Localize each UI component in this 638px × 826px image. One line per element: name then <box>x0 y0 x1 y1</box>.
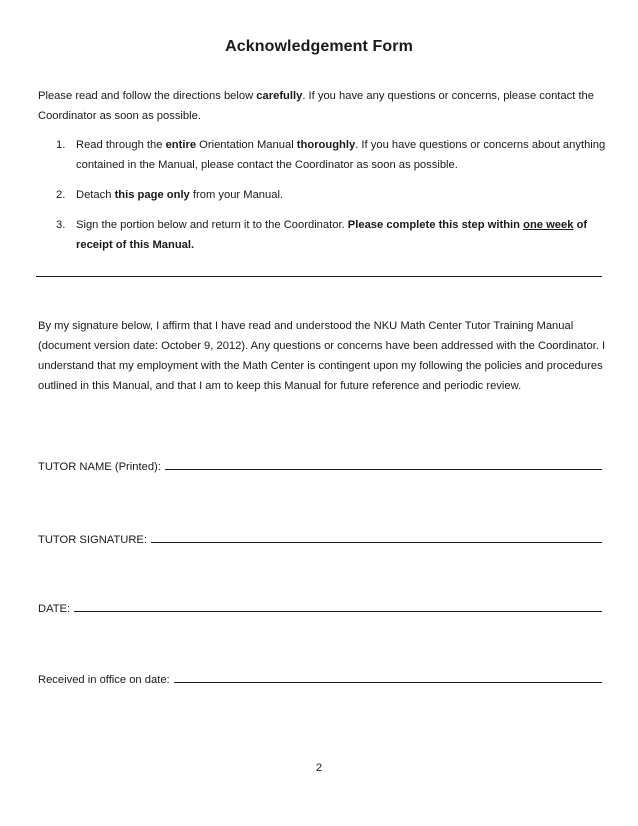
tutor-name-label: TUTOR NAME (Printed): <box>38 461 161 473</box>
step-text: Sign the portion below and return it to the Coordinator. <box>76 219 348 231</box>
intro-bold: carefully <box>256 90 303 102</box>
step-bold: this page only <box>114 189 190 201</box>
step-bold: entire <box>165 139 197 151</box>
list-number: 1. <box>56 139 66 151</box>
received-date-label: Received in office on date: <box>38 674 170 686</box>
tutor-signature-label: TUTOR SIGNATURE: <box>38 534 147 546</box>
page-title: Acknowledgement Form <box>225 38 413 55</box>
step-text: . If you have questions or concerns about anything contained in the Manual, please contact the Coordinator as soon as possible. <box>76 139 606 171</box>
date-blank[interactable] <box>74 600 602 612</box>
list-number: 3. <box>56 219 66 231</box>
tutor-name-blank[interactable] <box>165 458 602 470</box>
tutor-signature-field <box>38 531 602 547</box>
tutor-name-field <box>38 458 602 474</box>
page-number: 2 <box>315 762 323 774</box>
step-text: Detach <box>76 189 115 201</box>
date-label: DATE: <box>38 603 71 615</box>
step-bold: thoroughly <box>296 139 356 151</box>
step-bold: of receipt of this Manual. <box>76 219 588 251</box>
intro-paragraph <box>38 86 608 126</box>
received-date-blank[interactable] <box>174 671 602 683</box>
section-divider <box>36 276 602 277</box>
list-item <box>38 215 608 255</box>
step-text: Orientation Manual <box>196 139 297 151</box>
directions-list <box>38 135 608 265</box>
received-date-field <box>38 671 602 687</box>
affirmation-paragraph: By my signature below, I affirm that I have read and understood the NKU Math Center Tutor Training Manual (document version date: October 9, 2012). Any questions or concerns have been addressed with the Coordinator. I understand that my employment with the Math Center is contingent upon my following the policies and procedures outlined in this Manual, and that I am to keep this Manual for future reference and periodic review. <box>38 320 606 392</box>
list-item <box>38 135 608 175</box>
step-bold: Please complete this step within <box>347 219 524 231</box>
tutor-signature-blank[interactable] <box>151 531 602 543</box>
date-field <box>38 600 602 616</box>
list-number: 2. <box>56 189 66 201</box>
list-item <box>38 185 608 205</box>
intro-text-after: . If you have any questions or concerns, please contact the Coordinator as soon as possible. <box>38 90 595 122</box>
intro-text-before: Please read and follow the directions below <box>38 90 257 102</box>
step-bold-underlined: one week <box>523 219 574 231</box>
step-text: from your Manual. <box>189 189 284 201</box>
step-text: Read through the <box>76 139 166 151</box>
